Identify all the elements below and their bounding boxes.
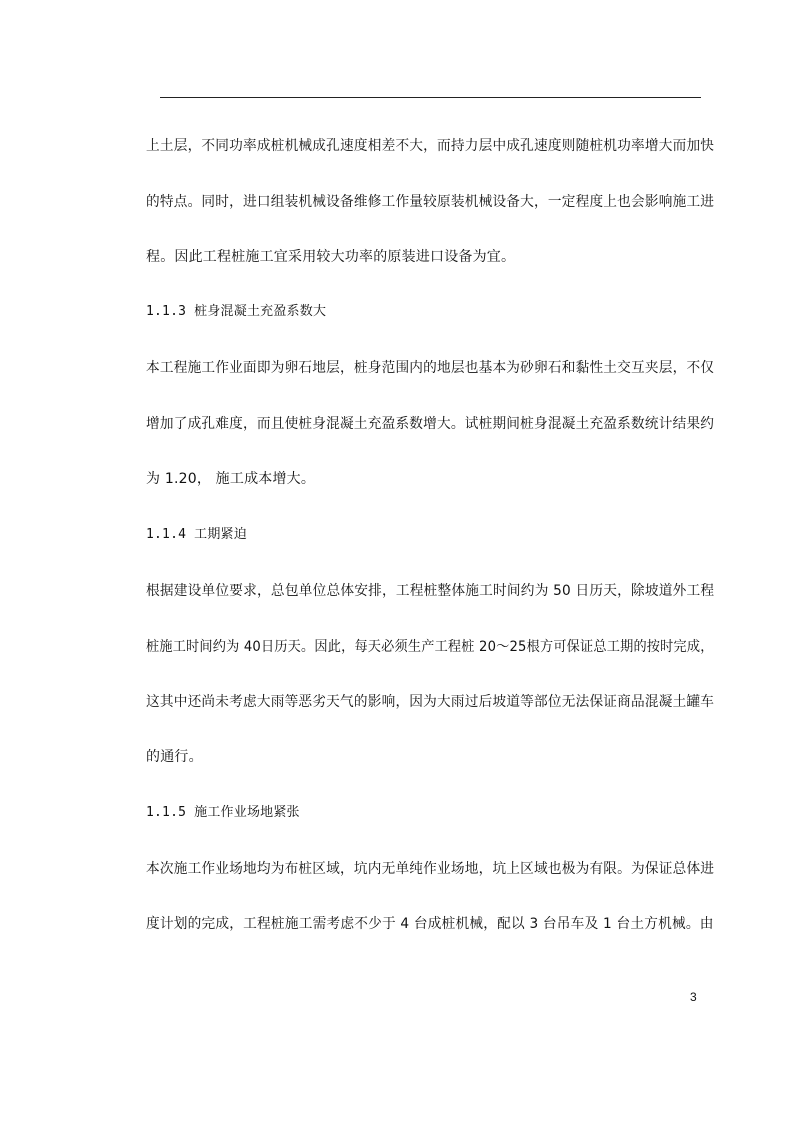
text-line: 为 1.20， 施工成本增大。: [146, 471, 316, 487]
text-line: 增加了成孔难度，而且使桩身混凝土充盈系数增大。试桩期间桩身混凝土充盈系数统计结果约: [146, 416, 715, 432]
text-line: 上土层，不同功率成桩机械成孔速度相差不大，而持力层中成孔速度则随桩机功率增大而加快: [146, 138, 715, 154]
text-line: 这其中还尚未考虑大雨等恶劣天气的影响，因为大雨过后坡道等部位无法保证商品混凝土罐车: [146, 694, 715, 710]
text-line: 的特点。同时，进口组装机械设备维修工作量较原装机械设备大，一定程度上也会影响施工进: [146, 194, 715, 210]
text-line: 的通行。: [146, 749, 203, 765]
section-heading-1-1-5: 1.1.5 施工作业场地紧张: [146, 805, 300, 820]
text-line: 本工程施工作业面即为卵石地层，桩身范围内的地层也基本为砂卵石和黏性土交互夹层，不仅: [146, 360, 715, 376]
text-line: 本次施工作业场地均为布桩区域，坑内无单纯作业场地，坑上区域也极为有限。为保证总体进: [146, 861, 715, 877]
section-heading-1-1-4: 1.1.4 工期紧迫: [146, 527, 247, 542]
text-line: 度计划的完成，工程桩施工需考虑不少于 4 台成桩机械，配以 3 台吊车及 1 台土方机械。由: [146, 916, 714, 932]
text-line: 桩施工时间约为 40日历天。因此，每天必须生产工程桩 20～25根方可保证总工期的按时完成，: [146, 639, 714, 655]
text-line: 根据建设单位要求，总包单位总体安排，工程桩整体施工时间约为 50 日历天，除坡道外工程: [146, 583, 715, 599]
page-number: 3: [690, 990, 697, 1004]
header-rule: [160, 97, 701, 98]
text-line: 程。因此工程桩施工宜采用较大功率的原装进口设备为宜。: [146, 249, 516, 265]
section-heading-1-1-3: 1.1.3 桩身混凝土充盈系数大: [146, 304, 327, 319]
